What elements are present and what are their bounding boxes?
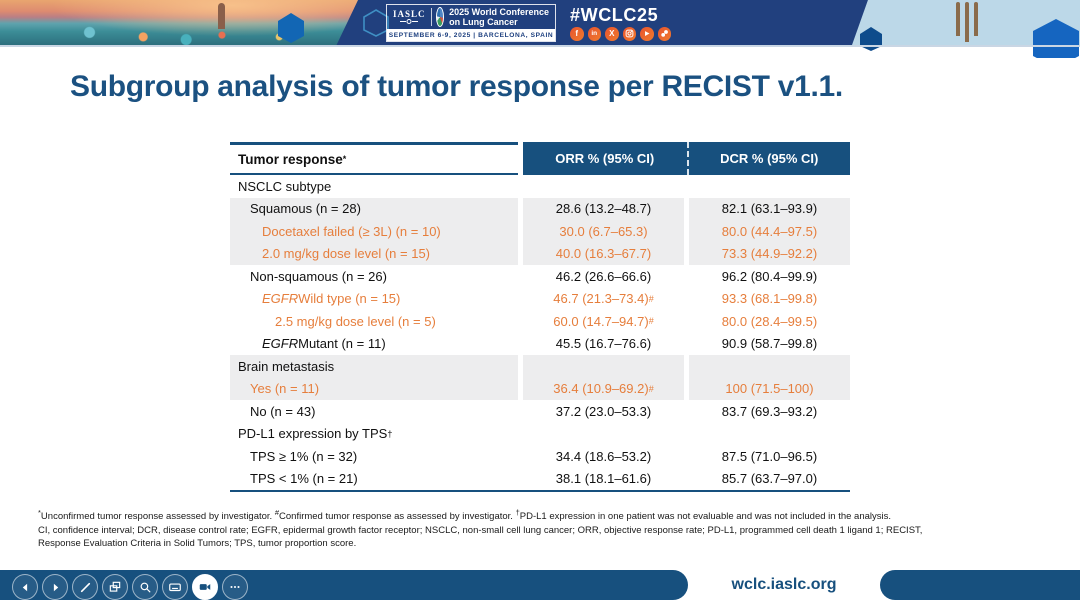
conference-date-location: SEPTEMBER 6-9, 2025 | BARCELONA, SPAIN (387, 29, 555, 41)
spire-icon (956, 2, 960, 36)
iaslc-emblem-wings-icon (400, 19, 418, 24)
row-label: Docetaxel failed (≥ 3L) (n = 10) (230, 220, 518, 243)
table-row (230, 400, 850, 423)
dcr-value: 100 (71.5–100) (689, 378, 850, 401)
table-row (230, 198, 850, 221)
footnote-marker: † (515, 507, 520, 517)
dcr-value: 87.5 (71.0–96.5) (689, 445, 850, 468)
table-row (230, 265, 850, 288)
iaslc-logo (393, 10, 426, 24)
row-label: 2.0 mg/kg dose level (n = 15) (230, 243, 518, 266)
table-header (230, 142, 850, 175)
conference-name-line2: on Lung Cancer (449, 17, 518, 27)
row-label: EGFR Mutant (n = 11) (230, 333, 518, 356)
orr-value: 45.5 (16.7–76.6) (523, 333, 684, 356)
share-icon (658, 27, 672, 41)
orr-value: 38.1 (18.1–61.6) (523, 468, 684, 491)
dcr-value: 83.7 (69.3–93.2) (689, 400, 850, 423)
row-label: PD-L1 expression by TPS † (230, 423, 518, 446)
row-label: No (n = 43) (230, 400, 518, 423)
orr-value: 46.7 (21.3–73.4) # (523, 288, 684, 311)
tower-silhouette (218, 3, 225, 29)
footnote-line-2: CI, confidence interval; DCR, disease control rate; EGFR, epidermal growth factor receptor; NSCLC, non-small cell lung cancer; ORR, objective response rate; PD-L1, programmed cell death 1 ligand 1; RECIST, (38, 524, 923, 536)
hexagon-decoration (276, 12, 306, 44)
footnote-marker: # (274, 507, 280, 517)
conference-hashtag: #WCLC25 (570, 5, 659, 25)
orr-value: 40.0 (16.3–67.7) (523, 243, 684, 266)
footnote-line-3: Response Evaluation Criteria in Solid Tumors; TPS, tumor proportion score. (38, 538, 357, 549)
table-section-row (230, 355, 850, 378)
dcr-value: 73.3 (44.9–92.2) (689, 243, 850, 266)
column-header-label: Tumor response (238, 151, 343, 167)
instagram-icon (623, 27, 637, 41)
orr-value: 36.4 (10.9–69.2) # (523, 378, 684, 401)
hexagon-decoration (1030, 18, 1080, 58)
iaslc-wordmark: IASLC (393, 9, 426, 19)
table-body (230, 175, 850, 492)
dcr-value: 85.7 (63.7–97.0) (689, 468, 850, 491)
table-row (230, 468, 850, 491)
row-label: TPS ≥ 1% (n = 32) (230, 445, 518, 468)
pen-button[interactable] (72, 574, 98, 600)
wclc-emblem-icon (436, 7, 444, 27)
column-header-tumor-response: Tumor response * (230, 142, 518, 175)
orr-value: 28.6 (13.2–48.7) (523, 198, 684, 221)
dcr-value: 90.9 (58.7–99.8) (689, 333, 850, 356)
camera-button[interactable] (192, 574, 218, 600)
table-row (230, 333, 850, 356)
row-label: NSCLC subtype (230, 175, 518, 198)
table-row (230, 378, 850, 401)
spire-icon (965, 2, 969, 42)
more-options-button[interactable] (222, 574, 248, 600)
facebook-icon: f (570, 27, 584, 41)
spire-icon (974, 2, 978, 36)
table-row (230, 445, 850, 468)
wclc-logo-block (386, 4, 556, 42)
social-icons-row (570, 27, 671, 41)
orr-value (523, 175, 684, 198)
hexagon-decoration (858, 26, 884, 52)
column-header-orr: ORR % (95% CI) (555, 151, 655, 166)
previous-slide-button[interactable] (12, 574, 38, 600)
column-header-dcr: DCR % (95% CI) (687, 142, 851, 175)
orr-value: 30.0 (6.7–65.3) (523, 220, 684, 243)
dcr-value: 82.1 (63.1–93.9) (689, 198, 850, 221)
row-label: Yes (n = 11) (230, 378, 518, 401)
table-row (230, 288, 850, 311)
zoom-button[interactable] (132, 574, 158, 600)
orr-value (523, 423, 684, 446)
row-label: 2.5 mg/kg dose level (n = 5) (230, 310, 518, 333)
orr-value: 37.2 (23.0–53.3) (523, 400, 684, 423)
table-row (230, 310, 850, 333)
row-label: Non-squamous (n = 26) (230, 265, 518, 288)
orr-value: 60.0 (14.7–94.7) # (523, 310, 684, 333)
wclc-logo-top (387, 5, 555, 29)
table-row (230, 220, 850, 243)
table-header-numeric (523, 142, 850, 175)
table-section-row (230, 175, 850, 198)
row-label: TPS < 1% (n = 21) (230, 468, 518, 491)
footer-bar-right (880, 570, 1080, 600)
footnote-line-1: *Unconfirmed tumor response assessed by investigator. #Confirmed tumor response as assessed by investigator. †PD-L1 expression in one patient was not evaluable and was not included in the analysis. (38, 507, 892, 522)
dcr-value (689, 175, 850, 198)
dcr-value: 96.2 (80.4–99.9) (689, 265, 850, 288)
footnotes (38, 507, 1053, 551)
table-section-row (230, 423, 850, 446)
banner-divider (0, 45, 1080, 47)
keyboard-button[interactable] (162, 574, 188, 600)
slide-sorter-button[interactable] (102, 574, 128, 600)
footnote-marker: * (38, 507, 41, 517)
table-row (230, 243, 850, 266)
conference-banner (0, 0, 1080, 45)
orr-value (523, 355, 684, 378)
footer-url: wclc.iaslc.org (731, 576, 837, 593)
dcr-value: 80.0 (28.4–99.5) (689, 310, 850, 333)
slideshow-toolbar (12, 574, 248, 600)
dcr-value (689, 355, 850, 378)
dcr-value: 80.0 (44.4–97.5) (689, 220, 850, 243)
linkedin-icon: in (588, 27, 602, 41)
youtube-icon (640, 27, 654, 41)
dcr-value (689, 423, 850, 446)
orr-value: 34.4 (18.6–53.2) (523, 445, 684, 468)
page-title: Subgroup analysis of tumor response per RECIST v1.1. (70, 70, 843, 103)
dcr-value: 93.3 (68.1–99.8) (689, 288, 850, 311)
row-label: EGFR Wild type (n = 15) (230, 288, 518, 311)
tumor-response-table (230, 142, 850, 492)
next-slide-button[interactable] (42, 574, 68, 600)
orr-value: 46.2 (26.6–66.6) (523, 265, 684, 288)
conference-name-line1: 2025 World Conference (449, 7, 549, 17)
row-label: Squamous (n = 28) (230, 198, 518, 221)
row-label: Brain metastasis (230, 355, 518, 378)
x-icon: X (605, 27, 619, 41)
